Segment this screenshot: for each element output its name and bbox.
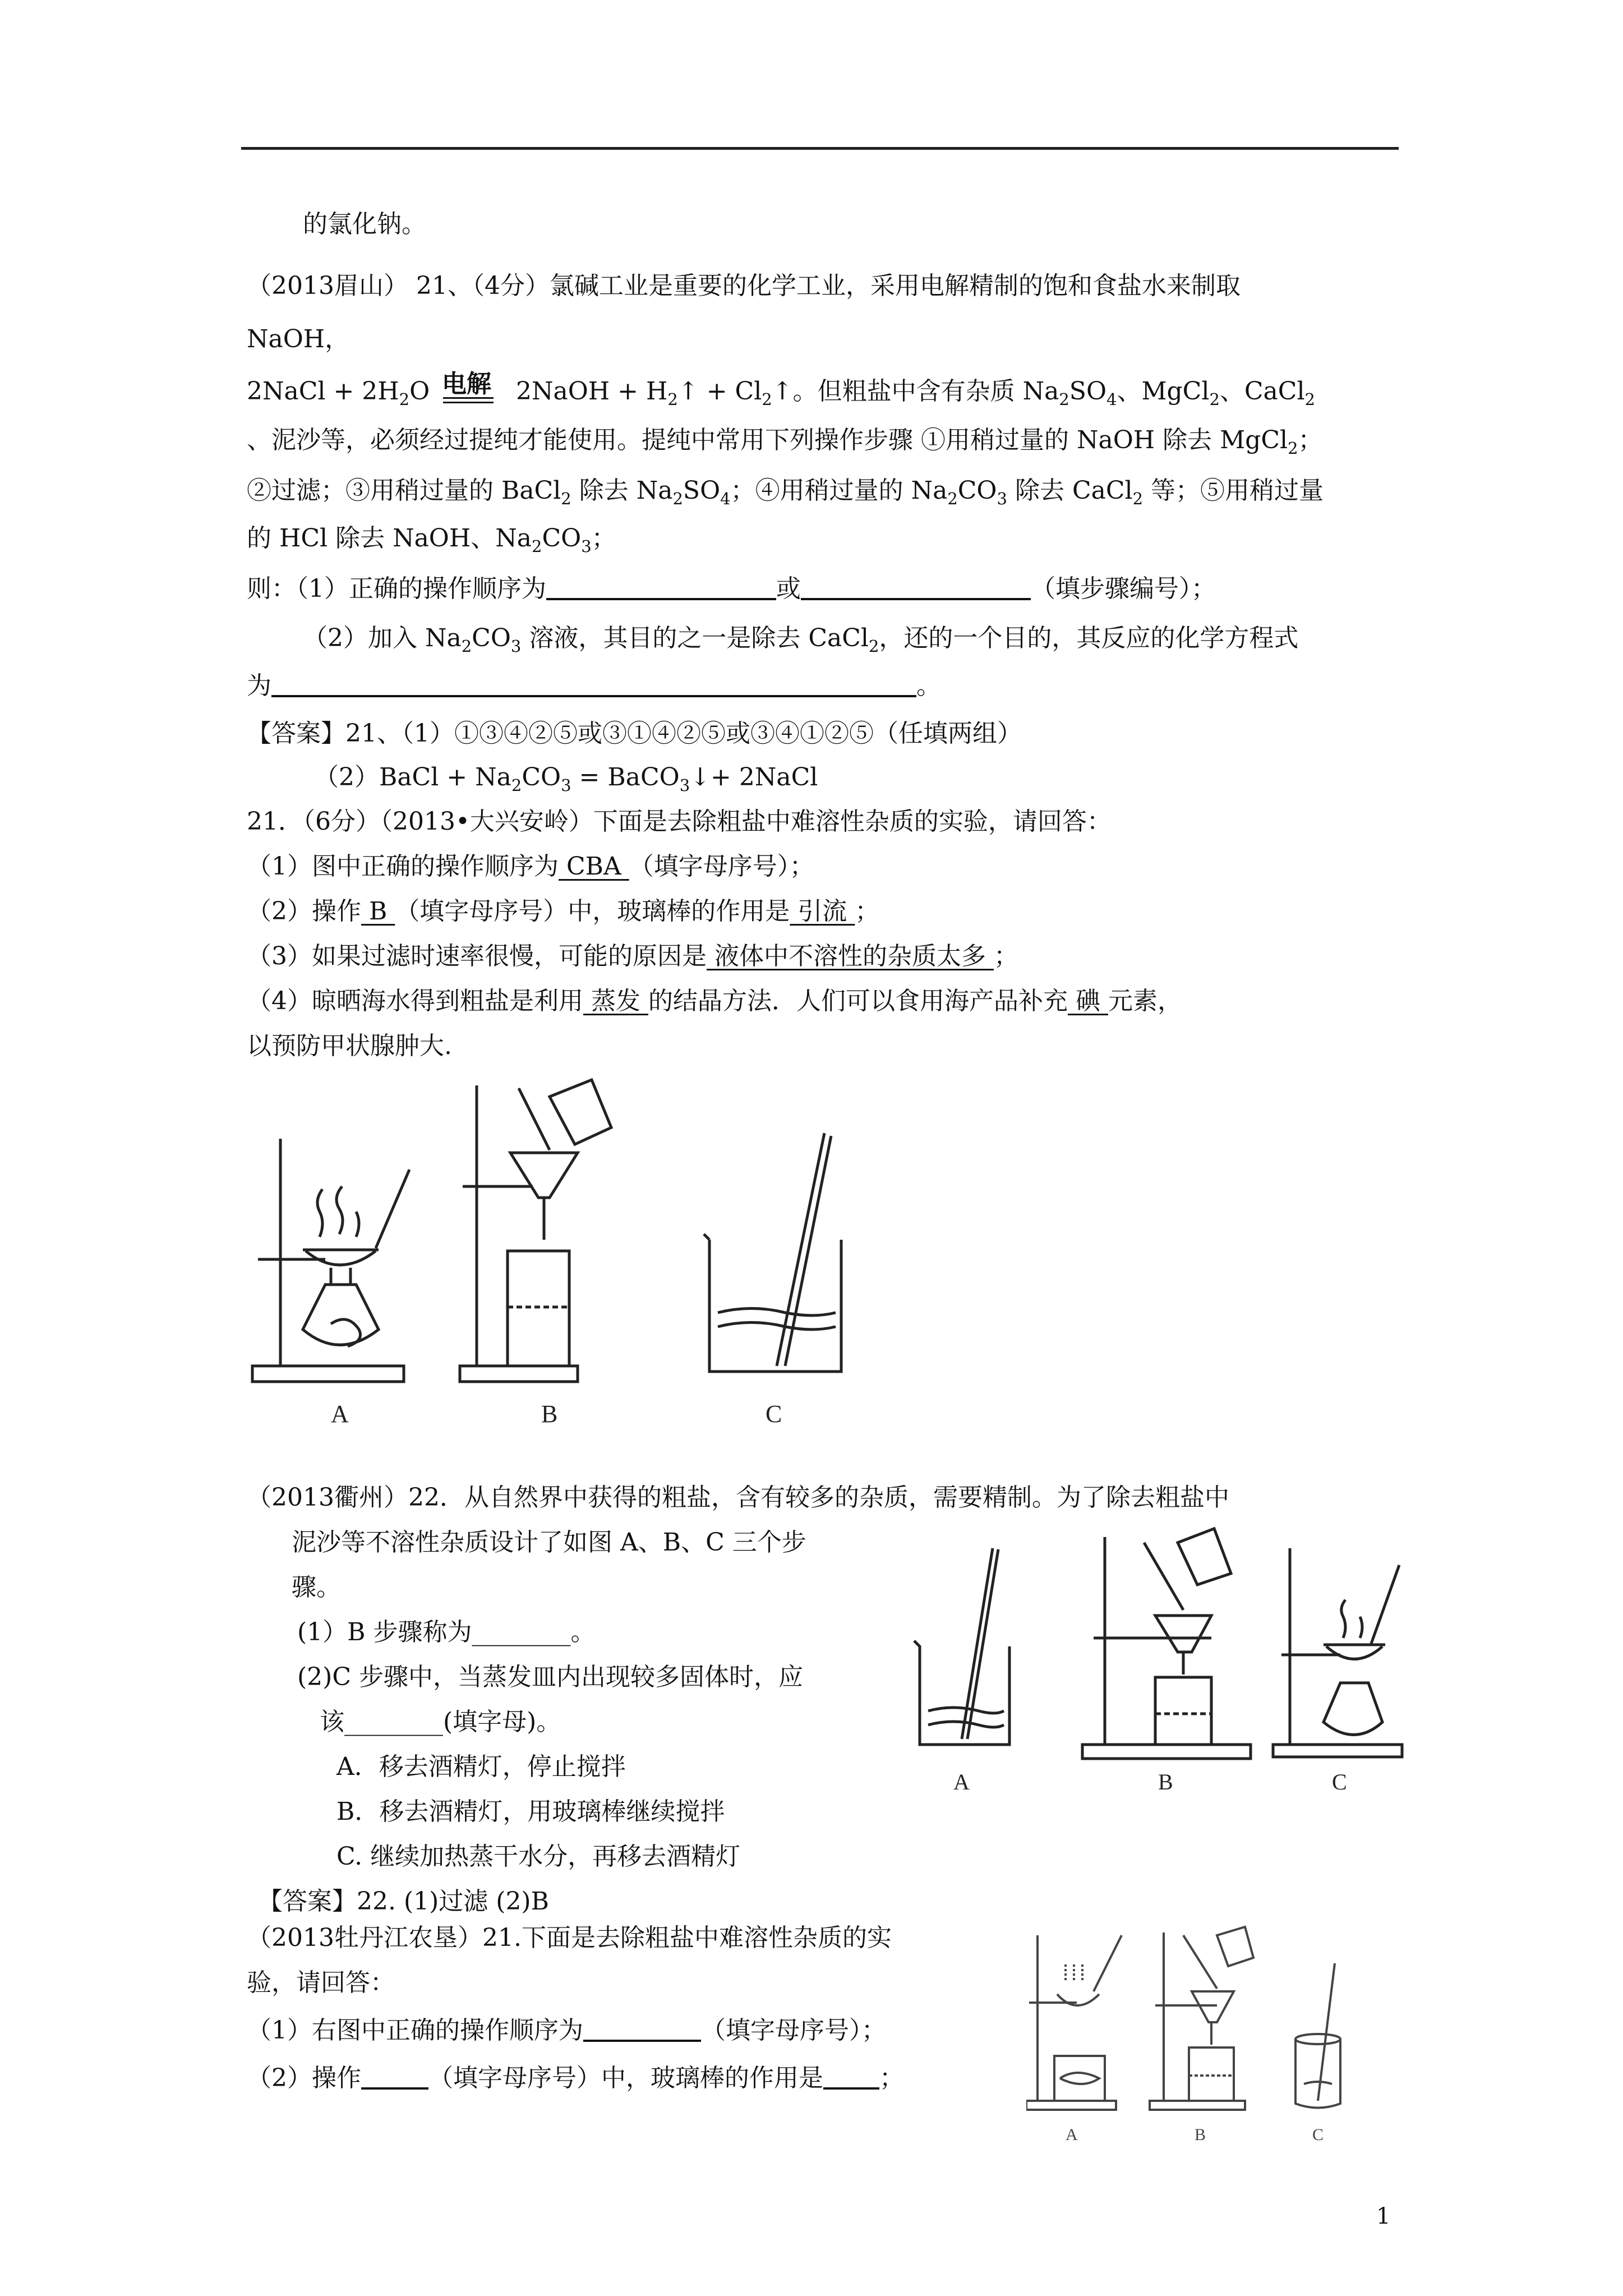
figure-label-a: A [331, 1400, 349, 1428]
figure-label-b: B [1158, 1769, 1173, 1795]
question-head: 21．（6分）（2013•大兴安岭）下面是去除粗盐中难溶性杂质的实验，请回答： [247, 807, 1112, 836]
answer-blank[interactable] [361, 2063, 428, 2090]
electrolysis-label: 电解 [442, 370, 491, 398]
answer-line: （2）BaCl + $Na_2CO_3$ = BaCO$_3$↓+ 2NaCl [314, 763, 818, 795]
filtration-apparatus [460, 1080, 611, 1428]
dissolving-apparatus [704, 1133, 841, 1428]
dissolving-apparatus [914, 1548, 1009, 1795]
figure-label-c: C [1332, 1769, 1347, 1795]
apparatus-figure [1026, 1924, 1419, 2148]
page-number: 1 [1376, 2203, 1391, 2229]
question-line: 则：（1）正确的操作顺序为 或 （填步骤编号）； [247, 574, 1216, 603]
question-line: （2）操作 （填字母序号）中，玻璃棒的作用是 ； [247, 2064, 904, 2092]
answer-blank[interactable] [823, 2063, 879, 2090]
question-line: （3）如果过滤时速率很慢，可能的原因是 液体中不溶性的杂质太多 ； [247, 942, 1018, 970]
question-line: （1）右图中正确的操作顺序为 （填字母序号）； [247, 2016, 886, 2045]
answer-line: 【答案】22. (1)过滤 (2)B [258, 1887, 549, 1916]
text-line: ②过滤；③用稍过量的 BaCl$_2$ 除去 $Na_2SO_4$；④用稍过量的 $Na_2CO_3$ 除去 CaCl$_2$ 等；⑤用稍过量 [247, 476, 1324, 508]
question-head: （2013衢州）22．从自然界中获得的粗盐，含有较多的杂质，需要精制。为了除去粗盐中 [247, 1483, 1229, 1512]
text-line: 骤。 [292, 1573, 341, 1602]
answer-line: 【答案】21、（1）①③④②⑤或③①④②⑤或③④①②⑤（任填两组） [247, 719, 1022, 748]
figure-label-a: A [953, 1769, 970, 1795]
apparatus-figure [241, 1066, 869, 1436]
dissolving-apparatus [1295, 1963, 1340, 2144]
filtration-apparatus [1150, 1927, 1253, 2144]
evaporation-apparatus [1273, 1548, 1402, 1795]
question-head: （2013牡丹江农垦）21.下面是去除粗盐中难溶性杂质的实 [247, 1924, 892, 1952]
apparatus-figure [909, 1526, 1413, 1840]
text-line: 泥沙等不溶性杂质设计了如图 A、B、C 三个步 [292, 1528, 806, 1557]
answer-blank[interactable] [583, 2015, 701, 2042]
equals-line [443, 397, 494, 399]
option-a: A．移去酒精灯，停止搅拌 [336, 1752, 626, 1781]
text-line: NaOH， [247, 325, 350, 353]
question-line: 为 。 [247, 671, 941, 700]
question-line: （4）晾晒海水得到粗盐是利用 蒸发 的结晶方法．人们可以食用海产品补充 碘 元素， [247, 987, 1182, 1015]
figure-label-a: A [1066, 2125, 1078, 2144]
equation-line: 2NaCl + $2H_2O$ [247, 377, 430, 409]
question-line: (2)C 步骤中，当蒸发皿内出现较多固体时，应 [297, 1663, 803, 1691]
text-line: 验，请回答： [247, 1968, 395, 1997]
figure-label-b: B [1195, 2125, 1206, 2144]
figure-label-b: B [541, 1400, 558, 1428]
question-line: （2）操作 B （填字母序号）中，玻璃棒的作用是 引流 ； [247, 897, 880, 926]
question-line: (1）B 步骤称为________。 [297, 1618, 596, 1646]
equals-line [443, 402, 494, 403]
answer-blank[interactable] [801, 573, 1031, 600]
option-b: B．移去酒精灯，用玻璃棒继续搅拌 [336, 1797, 725, 1826]
answer-blank[interactable] [546, 573, 776, 600]
question-line: 该________(填字母)。 [320, 1708, 561, 1736]
question-line: （1）图中正确的操作顺序为 CBA （填字母序号）； [247, 852, 814, 881]
answer-blank[interactable] [271, 670, 916, 697]
equation-line: 2NaOH + $H_2↑$ + $Cl_2↑$。但粗盐中含有杂质 $Na_2SO_4$、MgCl$_2$、CaCl$_2$ [516, 377, 1315, 409]
text-line: 的氯化钠。 [303, 210, 426, 238]
filtration-apparatus [1082, 1529, 1251, 1795]
header-rule [241, 147, 1399, 150]
evaporation-apparatus [1026, 1935, 1122, 2144]
text-line: 的 HCl 除去 NaOH、$Na_2CO_3$； [247, 524, 616, 556]
text-line: 、泥沙等，必须经过提纯才能使用。提纯中常用下列操作步骤 ①用稍过量的 NaOH 除去 MgCl$_2$； [247, 426, 1323, 458]
text-line: （2013眉山） 21、（4分）氯碱工业是重要的化学工业，采用电解精制的饱和食盐水来制取 [247, 272, 1241, 300]
question-line: 以预防甲状腺肿大. [247, 1032, 452, 1060]
evaporation-apparatus [252, 1139, 409, 1428]
question-line: （2）加入 $Na_2CO_3$ 溶液，其目的之一是除去 CaCl$_2$，还的一个目的，其反应的化学方程式 [303, 624, 1299, 656]
figure-label-c: C [1312, 2125, 1324, 2144]
option-c: C. 继续加热蒸干水分，再移去酒精灯 [336, 1842, 741, 1871]
figure-label-c: C [766, 1400, 782, 1428]
